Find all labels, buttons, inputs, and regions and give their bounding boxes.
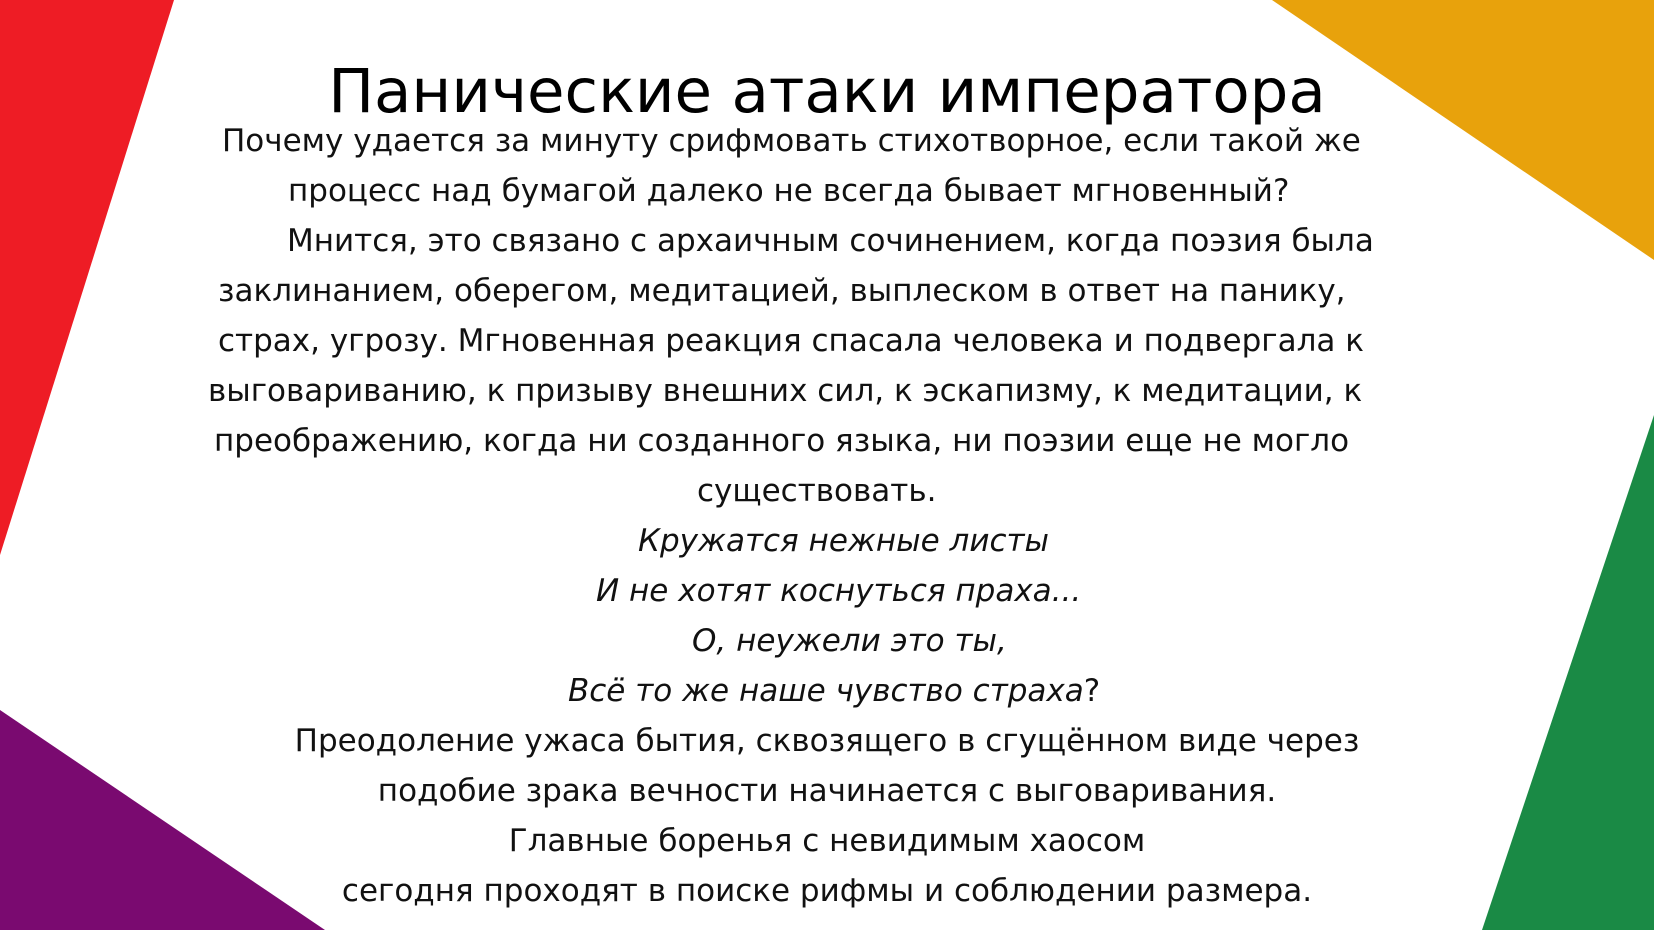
poem-line-text: Всё то же наше чувство страха [568, 673, 1084, 709]
text-line: Мнится, это связано с архаичным сочинением, когда поэзия была [287, 223, 1374, 259]
text-line: существовать. [697, 473, 937, 509]
text-line: заклинанием, оберегом, медитацией, выплеском в ответ на панику, [218, 273, 1346, 309]
poem-end-mark: ? [1083, 673, 1101, 709]
poem-line: Кружатся нежные листы [638, 523, 1050, 559]
poem-line-last [568, 666, 1100, 716]
poem-line: И не хотят коснуться праха... [596, 573, 1082, 609]
text-line: выговариванию, к призыву внешних сил, к эскапизму, к медитации, к [208, 373, 1363, 409]
text-line: подобие зрака вечности начинается с выговаривания. [377, 773, 1277, 809]
text-line: Почему удается за минуту срифмовать стихотворное, если такой же [222, 123, 1361, 159]
text-line: процесс над бумагой далеко не всегда бывает мгновенный? [288, 173, 1290, 209]
text-line: преображению, когда ни созданного языка, ни поэзии еще не могло [214, 423, 1350, 459]
text-line: Преодоление ужаса бытия, сквозящего в сгущённом виде через [294, 723, 1360, 759]
text-line: сегодня проходят в поиске рифмы и соблюдении размера. [341, 873, 1313, 909]
poem-line: О, неужели это ты, [692, 623, 1007, 659]
slide-title: Панические атаки императора [328, 56, 1326, 127]
text-line: Главные боренья с невидимым хаосом [508, 823, 1146, 859]
text-line: страх, угрозу. Мгновенная реакция спасала человека и подвергала к [218, 323, 1364, 359]
